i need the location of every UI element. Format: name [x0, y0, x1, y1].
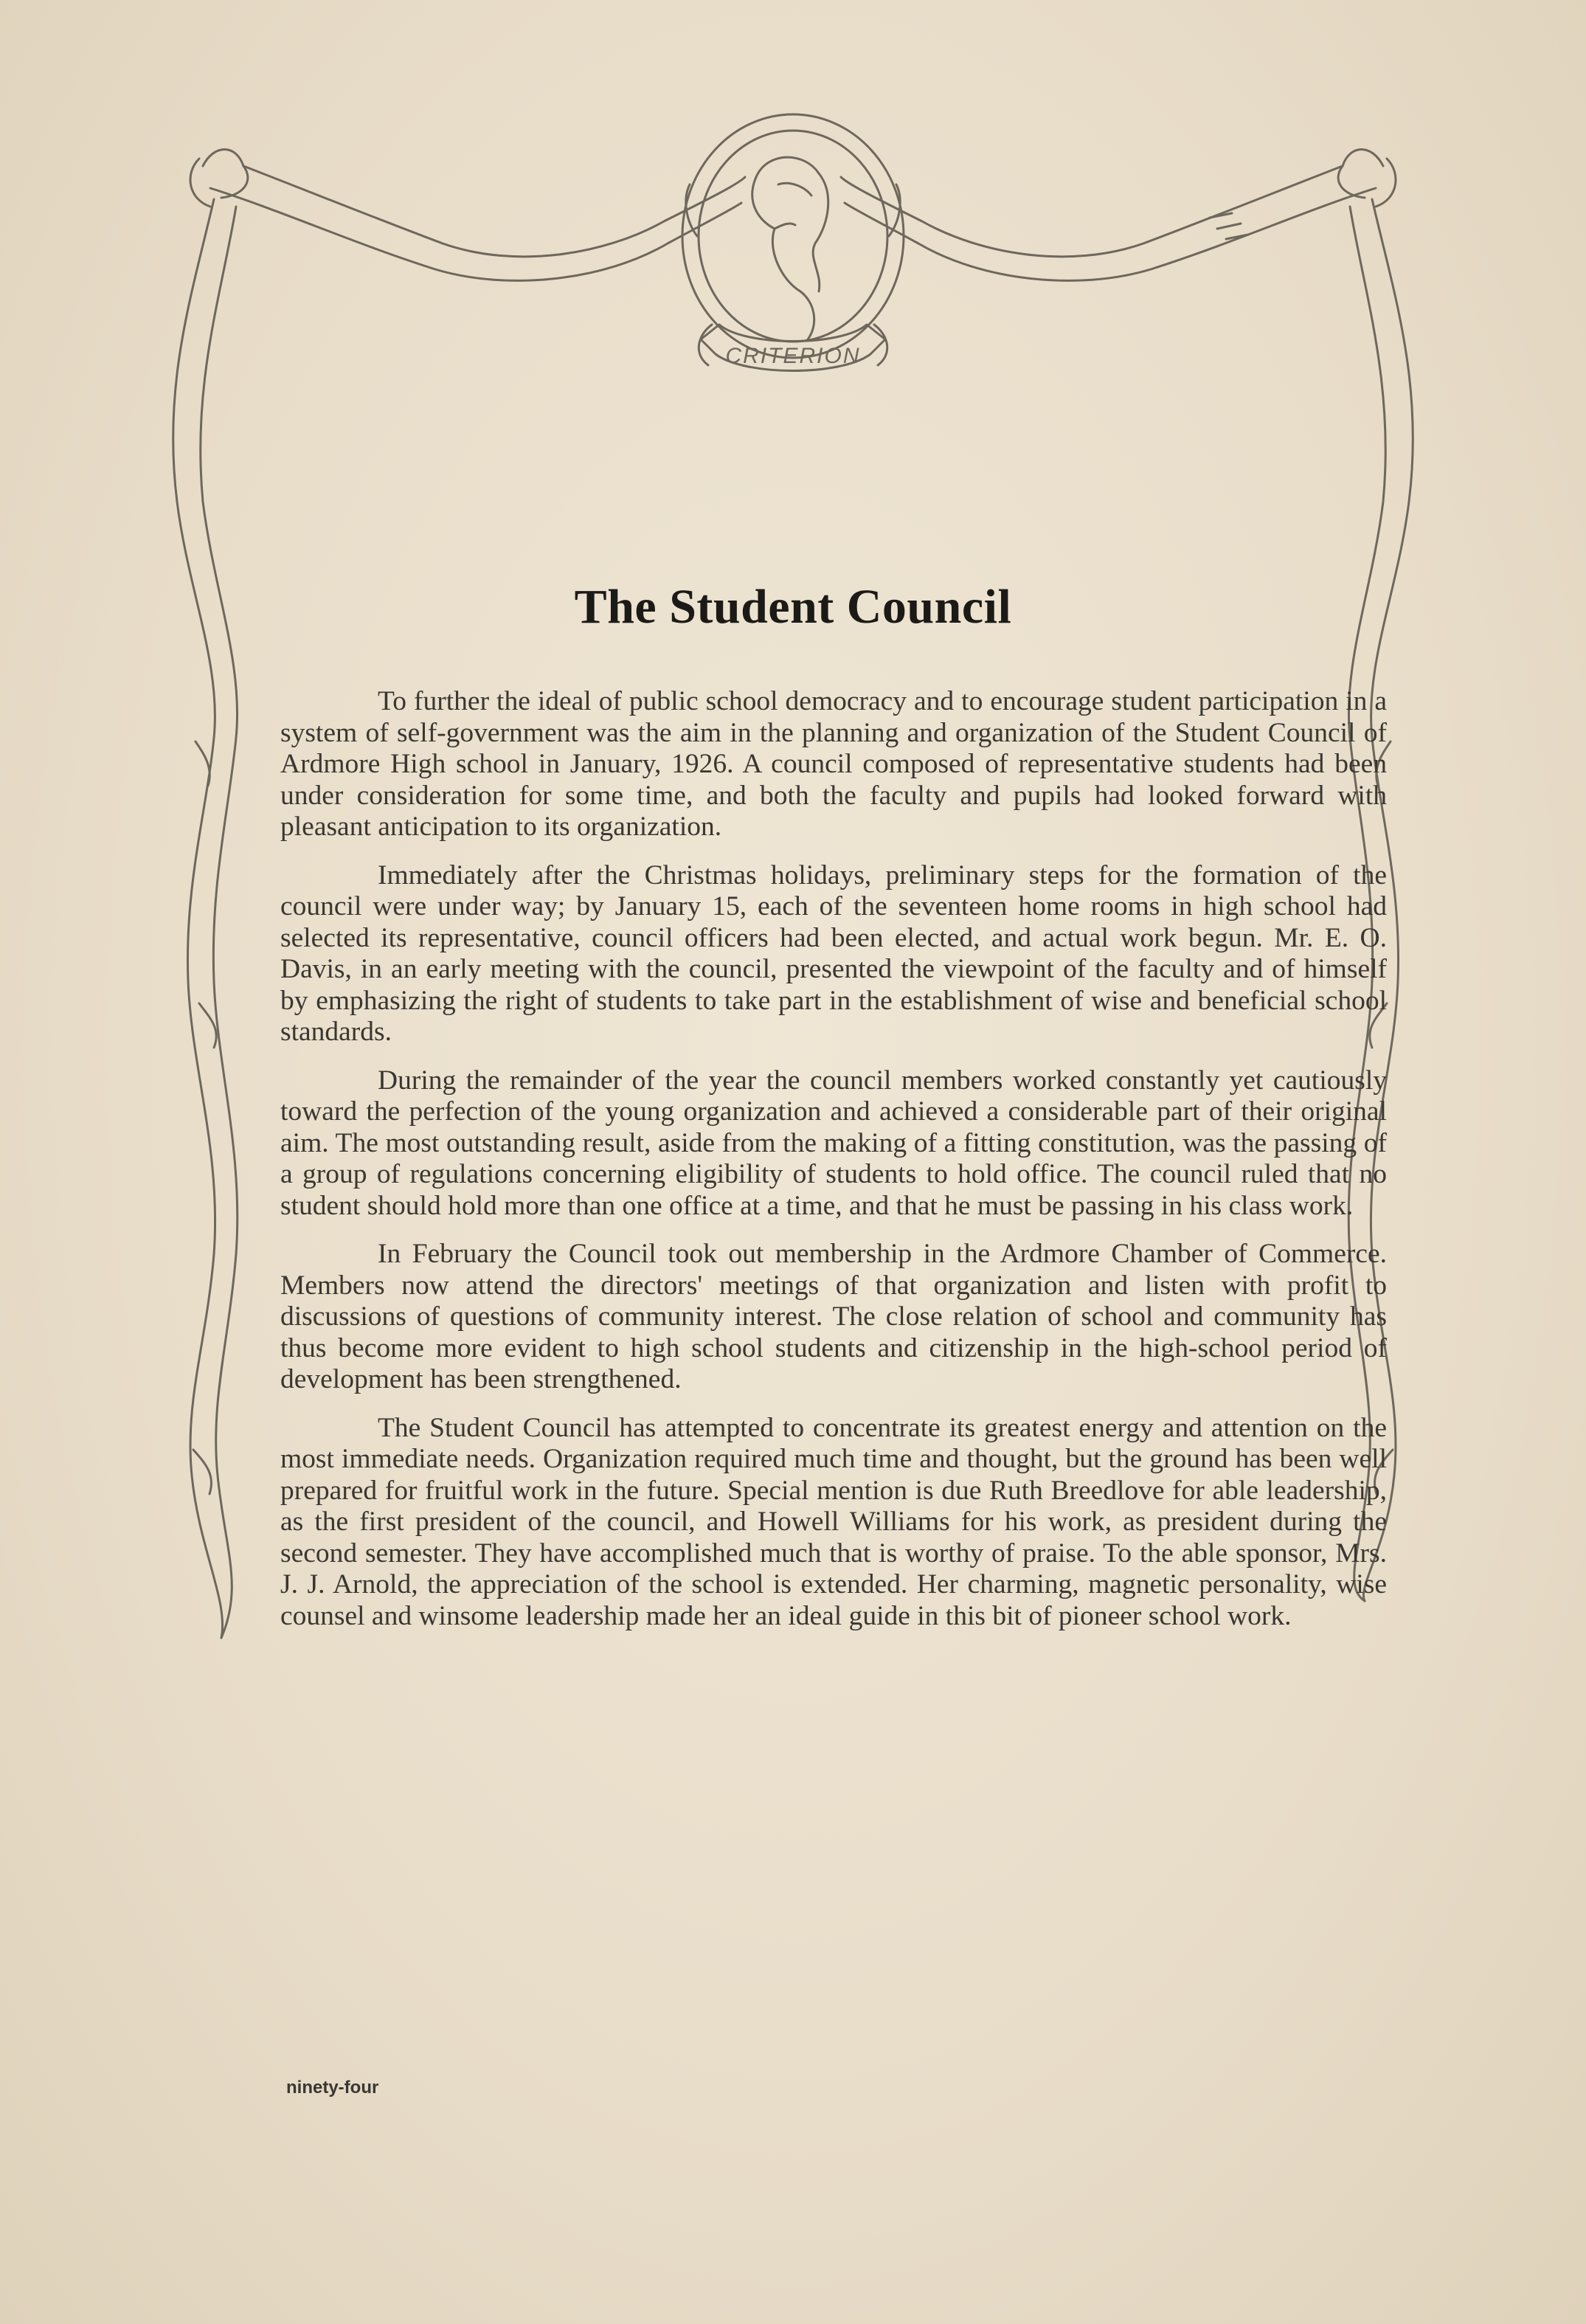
- page-number: ninety-four: [286, 2078, 379, 2098]
- paragraph: To further the ideal of public school democracy and to encourage student participation in a system of self-government was the aim in the planning and organization of the Student Council of Ardmore High school in January, 1926. A council composed of representative students had been under consideration for some time, and both the faculty and pupils had looked forward with pleasant anticipation to its organization.: [280, 686, 1387, 842]
- paragraph: During the remainder of the year the council members worked constantly yet cautiously toward the perfection of the young organization and achieved a considerable part of their original aim. The most outstanding result, aside from the making of a fitting constitution, was the passing of a group of regulations concerning eligibility of students to hold office. The council ruled that no student should hold more than one office at a time, and that he must be passing in his class work.: [280, 1065, 1387, 1221]
- paragraph: The Student Council has attempted to concentrate its greatest energy and attention on the most immediate needs. Organization required much time and thought, but the ground has been well prepared for fruitful work in the future. Special mention is due Ruth Breedlove for able leadership, as the first president of the council, and Howell Williams for his work, as president during the second semester. They have accomplished much that is worthy of praise. To the able sponsor, Mrs. J. J. Arnold, the appreciation of the school is extended. Her charming, magnetic personality, wise counsel and winsome leadership made her an ideal guide in this bit of pioneer school work.: [280, 1412, 1387, 1631]
- paragraph: In February the Council took out membership in the Ardmore Chamber of Commerce. Members now attend the directors' meetings of that organization and listen with profit to discussions of questions of community interest. The close relation of school and community has thus become more evident to high school students and citizenship in the high-school period of development has been strengthened.: [280, 1239, 1387, 1394]
- page-title: The Student Council: [574, 580, 1012, 634]
- paragraph: Immediately after the Christmas holidays, preliminary steps for the formation of the council were under way; by January 15, each of the seventeen home rooms in high school had selected its representative, council officers had been elected, and actual work begun. Mr. E. O. Davis, in an early meeting with the council, presented the viewpoint of the faculty and of himself by emphasizing the right of students to take part in the establishment of wise and beneficial school standards.: [280, 860, 1387, 1047]
- article-body: [280, 686, 1387, 1649]
- criterion-banner-text: CRITERION: [725, 344, 861, 368]
